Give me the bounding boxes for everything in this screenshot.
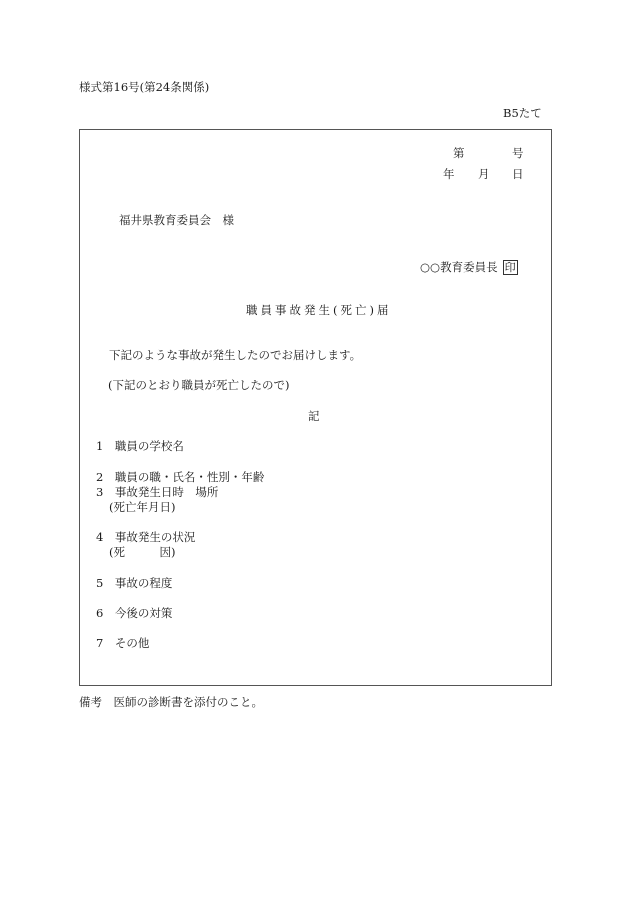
item-number: 4	[96, 530, 104, 544]
date-day: 日	[512, 167, 524, 181]
seal-mark: 印	[504, 261, 516, 274]
item-number: 1	[96, 439, 104, 453]
item-text: 事故発生日時 場所	[114, 485, 219, 499]
sender: ○○教育委員長	[420, 260, 498, 274]
item-text: 事故発生の状況	[114, 530, 196, 544]
item-subtext: (死亡年月日)	[109, 500, 176, 514]
list-item	[96, 638, 149, 650]
sender-line	[420, 260, 518, 275]
list-item	[96, 441, 184, 453]
ki-heading: 記	[308, 409, 320, 423]
doc-number-label: 第	[453, 146, 465, 160]
item-text: 事故の程度	[114, 576, 173, 590]
list-item	[96, 532, 195, 544]
item-number: 7	[96, 636, 104, 650]
item-number: 6	[96, 606, 104, 620]
item-number: 3	[96, 485, 104, 499]
form-number: 様式第16号(第24条関係)	[79, 80, 210, 94]
paper-size-label: B5たて	[503, 106, 542, 120]
item-number: 5	[96, 576, 104, 590]
addressee: 福井県教育委員会 様	[119, 213, 234, 227]
document-title: 職員事故発生(死亡)届	[246, 303, 392, 317]
item-text: 今後の対策	[114, 606, 173, 620]
remarks-label: 備考	[79, 695, 102, 709]
doc-number-suffix: 号	[512, 146, 524, 160]
list-item	[96, 472, 264, 484]
list-item	[96, 578, 172, 590]
item-text: その他	[114, 636, 150, 650]
intro-line-2: (下記のとおり職員が死亡したので)	[108, 378, 290, 392]
item-text: 職員の職・氏名・性別・年齢	[114, 470, 265, 484]
remarks-note	[79, 697, 263, 709]
item-number: 2	[96, 470, 104, 484]
list-item	[96, 487, 218, 499]
item-text: 職員の学校名	[114, 439, 184, 453]
date-month: 月	[478, 167, 490, 181]
intro-line-1: 下記のような事故が発生したのでお届けします。	[109, 348, 362, 362]
date-year: 年	[443, 167, 455, 181]
list-item	[96, 608, 172, 620]
remarks-text: 医師の診断書を添付のこと。	[113, 695, 263, 709]
item-subtext: (死 因)	[109, 545, 176, 559]
